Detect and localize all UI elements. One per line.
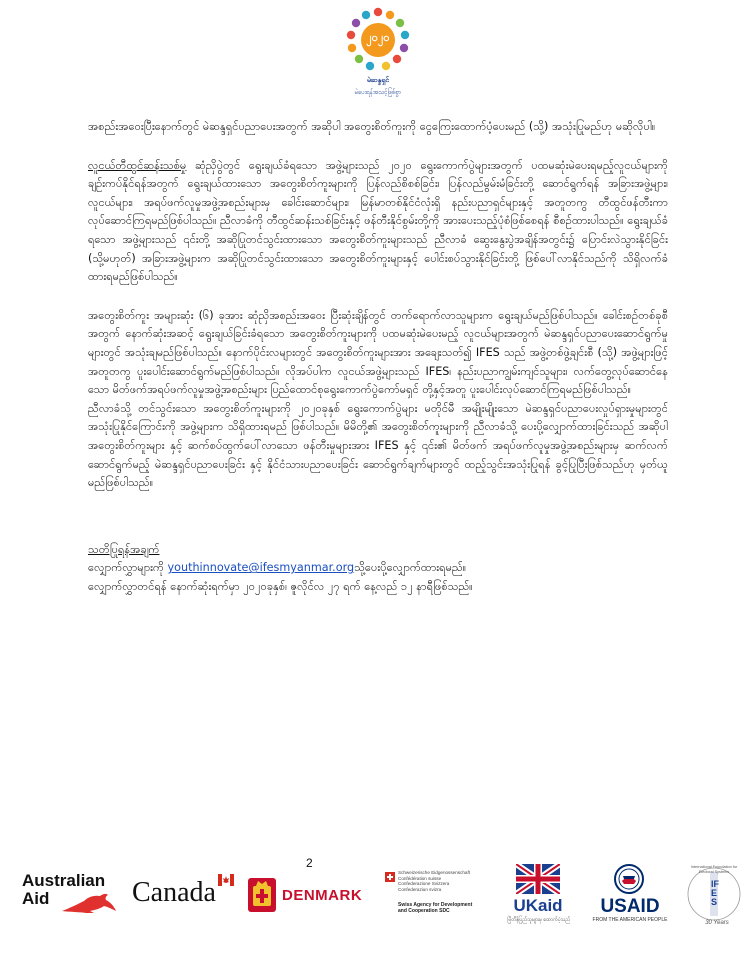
ukaid-wordmark: UKaid: [513, 896, 563, 915]
logo-caption-1: မဲဆန္ဒရှင်: [366, 76, 390, 84]
logo-caption-2: မဲပေးရန်အသင့်ဖြစ်စွာ: [354, 89, 402, 96]
ukaid-subtitle: ဗြိတိန်ပြည်သူများမှ ထောက်ပံ့သည်: [507, 917, 571, 923]
swiss-line-4: Confederaziun svizra: [398, 886, 442, 892]
australian-aid-logo: [22, 872, 122, 916]
usaid-logo: [592, 864, 670, 930]
canada-wordmark: Canada: [132, 877, 216, 908]
swiss-sdc-logo: [385, 870, 495, 930]
section2-paragraph-1: အတွေးစိတ်ကူး အများဆုံး (၆) ခုအား ဆုံညှိအစည်းအဝေး ပြီးဆုံးချိန်တွင် တက်ရောက်လာသူများက ရွေးချယ်မည်ဖြစ်ပါသည်။ ခေါင်းစဉ်တစ်ခုစီအတွက် နောက်ဆုံးအဆင့် ရွေးချယ်ခြင်းခံရသော အတွေးစိတ်ကူးများကို ပထမဆုံးမဲပေးမည့် လူငယ်များအတွက် မဲဆန္ဒရှင်ပညာပေးဆောင်ရွက်မှုများတွင် အသုံးချမည်ဖြစ်ပါသည်။ နောက်ပိုင်းလများတွင် အတွေးစိတ်ကူးများအား အချေးသတ်၍ IFES သည် အဖွဲ့တစ်ဖွဲ့ချင်းစီ (သို့) အဖွဲ့များဖြင့် အတူတကွ ပူးပေါင်းဆောင်ရွက်မည်ဖြစ်ပါသည်။ လိုအပ်ပါက လူငယ်အဖွဲ့များသည် IFES၊ နည်းပညာကျွမ်းကျင်သူများ၊ လက်တွေ့လုပ်ဆောင်နေသော မိတ်ဖက်အရပ်ဖက်လူမှုအဖွဲ့အစည်းများ ပြည်ထောင်စုရွေးကောက်ပွဲကော်မရှင် တို့နှင့်အတူ ပူးပေါင်းလုပ်ဆောင်ကြရမည်ဖြစ်ပါသည်။: [88, 308, 668, 397]
denmark-crest-icon: [248, 878, 276, 912]
page-number: 2: [306, 856, 313, 870]
section2-paragraph-2: ညီလာခံသို့ တင်သွင်းသော အတွေးစိတ်ကူးများကို ၂၀၂၀ခုနှစ် ရွေးကောက်ပွဲများ မတိုင်မီ အမျိုးမျိုးသော မဲဆန္ဒရှင်ပညာပေးလှုပ်ရှားမှုများတွင် အသုံးပြုနိုင်ကြောင်းကို အဖွဲ့များက သိရှိထားရမည် ဖြစ်ပါသည်။ မိမိတို့၏ အတွေးစိတ်ကူးများကို ညီလာခံသို့ ပေးပို့လျှောက်ထားခြင်းသည် အဆိုပါ အတွေးစိတ်ကူးများ နှင့် ဆက်စပ်ထွက်ပေါ်လာသော ဖန်တီးမှုများအား IFES နှင့် ၎င်း၏ မိတ်ဖက် အရပ်ဖက်လူမှုအဖွဲ့အစည်းများမှ ဆက်လက်ဆောင်ရွက်မည့် မဲဆန္ဒရှင်ပညာပေးခြင်း နှင့် နိုင်ငံသားပညာပေးခြင်း ဆောင်ရွက်ချက်များတွင် ထည့်သွင်းအသုံးပြုရန် ခွင့်ပြုပြီးဖြစ်သည်ဟု မှတ်ယူမည်ဖြစ်ပါသည်။: [88, 401, 668, 490]
section1-paragraph: [88, 157, 668, 287]
document-body: [88, 118, 668, 596]
notes-line1-prefix: လျှောက်လွှာများကို: [88, 561, 168, 575]
australian-aid-line1: Australian: [22, 871, 106, 890]
usaid-subtitle: FROM THE AMERICAN PEOPLE: [592, 917, 668, 923]
section1-heading: လူငယ်တီထွင်ဆန်းသစ်မှု: [88, 158, 187, 172]
section1-body: ဆုံညှိပွဲတွင် ရွေးချယ်ခံရသော အဖွဲ့များသည် ၂၀၂၀ ရွေးကောက်ပွဲများအတွက် ပထမဆုံးမဲပေးရမည့်လူငယ်များကို ချဉ်းကပ်နိုင်ရန်အတွက် ရွေးချယ်ထားသော အတွေးစိတ်ကူးများကို ပြန်လည်စိစစ်ခြင်း၊ ပြန်လည်မွမ်းမံခြင်းတို့ ဆောင်ရွက်ရန် အခြားအဖွဲ့များ၊ လူငယ်များ၊ အရပ်ဖက်လူမှုအဖွဲ့အစည်းများမှ ခေါင်းဆောင်များ၊ မြန်မာတစ်နိုင်ငံလုံးရှိ နည်းပညာရှင်များနှင့် အတူတကွ တီထွင်ဖန်တီးကာ လုပ်ဆောင်ကြရမည်ဖြစ်ပါသည်။ ညီလာခံကို တီထွင်ဆန်းသစ်ခြင်းနှင့် ဖန်တီးနိုင်စွမ်းတို့ကို အားပေးသည့်ပုံစံဖြစ်စေရန် စီစဉ်ထားပါသည်။ ရွေးချယ်ခံရသော အဖွဲ့များသည် ၎င်းတို့ အဆိုပြုတင်သွင်းထားသော အတွေးစိတ်ကူးများသည် ညီလာခံ ဆွေးနွေးပွဲအချိန်အတွင်း၌ ပြောင်းလဲသွားနိုင်ခြင်း (သို့မဟုတ်) အခြားအဖွဲ့များက အဆိုပြုတင်သွင်းထားသော အတွေးစိတ်ကူးများနှင့် ပေါင်းစပ်သွားနိုင်ခြင်းတို့ ဖြစ်ပေါ်လာနိုင်သည်ကို သိရှိလက်ခံထားရမည်ဖြစ်ပါသည်။: [88, 158, 668, 284]
swiss-agency-line-2: and Cooperation SDC: [398, 908, 450, 914]
usaid-wordmark: USAID: [600, 896, 660, 917]
notes-line-2: လျှောက်လွှာတင်ရန် နောက်ဆုံးရက်မှာ ၂၀၂၀ခုနှစ်၊ ဇူလိုင်လ ၂၇ ရက် နေ့လည် ၁၂ နာရီဖြစ်သည်။: [88, 579, 473, 593]
notes-heading: သတိပြုရန်အချက်: [88, 542, 160, 556]
notes-line-1: [88, 559, 668, 578]
australian-aid-line2: Aid: [22, 889, 50, 908]
notes-line1-suffix: သို့ပေးပို့လျှောက်ထားရမည်။: [354, 561, 467, 575]
youth-vote-logo: [340, 6, 416, 106]
union-jack-icon: [516, 864, 560, 894]
denmark-wordmark: DENMARK: [282, 887, 363, 904]
intro-paragraph: အစည်းအဝေးပြီးနောက်တွင် မဲဆန္ဒရှင်ပညာပေးအတွက် အဆိုပါ အတွေးစိတ်ကူးကို ငွေကြေးထောက်ပံ့ပေးမည် (သို့) အသုံးပြုမည်ဟု မဆိုလိုပါ။: [88, 120, 656, 133]
logo-year-text: ၂၀၂၀: [366, 31, 390, 44]
swiss-line-3: Confederazione Svizzera: [398, 881, 450, 887]
kangaroo-icon: [60, 892, 118, 914]
ifes-ring-text: International Foundation for Electoral Systems: [690, 865, 738, 874]
canada-flag-icon: [218, 874, 234, 886]
usaid-seal-icon: [614, 864, 644, 894]
swiss-line-1: Schweizerische Eidgenossenschaft: [398, 870, 471, 875]
ifes-logo: [685, 862, 745, 934]
swiss-line-2: Confédération suisse: [398, 875, 442, 881]
swiss-flag-icon: [385, 872, 395, 882]
swiss-agency-line-1: Swiss Agency for Development: [398, 902, 473, 908]
ifes-wordmark: IFES: [711, 879, 719, 907]
email-link[interactable]: youthinnovate@ifesmyanmar.org: [167, 561, 355, 575]
ukaid-logo: [506, 862, 576, 932]
canada-logo: [132, 876, 238, 916]
denmark-logo: [248, 878, 368, 914]
ifes-years: 30 Years: [705, 920, 729, 926]
